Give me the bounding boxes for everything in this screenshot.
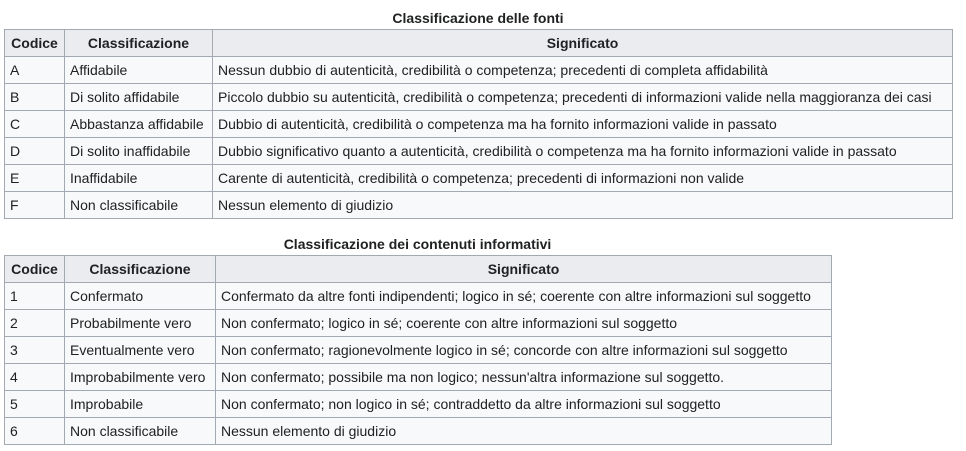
sources-classification-block xyxy=(4,8,953,219)
cell-classification: Di solito affidabile xyxy=(65,84,213,111)
cell-classification: Inaffidabile xyxy=(65,165,213,192)
table-row xyxy=(5,138,953,165)
cell-meaning: Dubbio significativo quanto a autenticità, credibilità o competenza ma ha fornito informazioni valide in passato xyxy=(213,138,953,165)
cell-code: 2 xyxy=(5,310,65,337)
cell-code: 5 xyxy=(5,391,65,418)
table-row xyxy=(5,57,953,84)
cell-code: A xyxy=(5,57,65,84)
table-row xyxy=(5,165,953,192)
table-header-row xyxy=(5,256,832,283)
cell-code: F xyxy=(5,192,65,219)
cell-meaning: Carente di autenticità, credibilità o competenza; precedenti di informazioni non valide xyxy=(213,165,953,192)
cell-code: C xyxy=(5,111,65,138)
column-header-classification[interactable]: Classificazione xyxy=(65,30,213,57)
cell-meaning: Non confermato; logico in sé; coerente con altre informazioni sul soggetto xyxy=(216,310,832,337)
cell-meaning: Non confermato; ragionevolmente logico in sé; concorde con altre informazioni sul soggetto xyxy=(216,337,832,364)
cell-classification: Non classificabile xyxy=(65,418,216,445)
cell-code: 4 xyxy=(5,364,65,391)
table-row xyxy=(5,192,953,219)
table-header-row xyxy=(5,30,953,57)
cell-classification: Confermato xyxy=(65,283,216,310)
cell-classification: Abbastanza affidabile xyxy=(65,111,213,138)
cell-classification: Eventualmente vero xyxy=(65,337,216,364)
cell-classification: Affidabile xyxy=(65,57,213,84)
cell-code: B xyxy=(5,84,65,111)
column-header-code[interactable]: Codice xyxy=(5,30,65,57)
cell-meaning: Non confermato; possibile ma non logico; nessun'altra informazione sul soggetto. xyxy=(216,364,832,391)
column-header-code[interactable]: Codice xyxy=(5,256,65,283)
table-caption: Classificazione delle fonti xyxy=(392,10,564,26)
cell-meaning: Nessun dubbio di autenticità, credibilità o competenza; precedenti di completa affidabilità xyxy=(213,57,953,84)
cell-code: E xyxy=(5,165,65,192)
cell-meaning: Confermato da altre fonti indipendenti; logico in sé; coerente con altre informazioni sul soggetto xyxy=(216,283,832,310)
cell-classification: Probabilmente vero xyxy=(65,310,216,337)
table-row xyxy=(5,310,832,337)
table-row xyxy=(5,283,832,310)
cell-meaning: Nessun elemento di giudizio xyxy=(213,192,953,219)
table-row xyxy=(5,337,832,364)
table-row xyxy=(5,84,953,111)
table-row xyxy=(5,364,832,391)
cell-code: 6 xyxy=(5,418,65,445)
cell-meaning: Dubbio di autenticità, credibilità o competenza ma ha fornito informazioni valide in passato xyxy=(213,111,953,138)
cell-classification: Improbabilmente vero xyxy=(65,364,216,391)
cell-meaning: Piccolo dubbio su autenticità, credibilità o competenza; precedenti di informazioni valide nella maggioranza dei casi xyxy=(213,84,953,111)
cell-classification: Di solito inaffidabile xyxy=(65,138,213,165)
sources-classification-table xyxy=(4,29,953,219)
cell-meaning: Nessun elemento di giudizio xyxy=(216,418,832,445)
table-row xyxy=(5,391,832,418)
table-row xyxy=(5,111,953,138)
cell-meaning: Non confermato; non logico in sé; contraddetto da altre informazioni sul soggetto xyxy=(216,391,832,418)
content-classification-table xyxy=(4,255,832,445)
column-header-meaning[interactable]: Significato xyxy=(216,256,832,283)
cell-code: D xyxy=(5,138,65,165)
table-caption: Classificazione dei contenuti informativi xyxy=(283,236,552,252)
cell-classification: Improbabile xyxy=(65,391,216,418)
column-header-classification[interactable]: Classificazione xyxy=(65,256,216,283)
cell-code: 1 xyxy=(5,283,65,310)
cell-code: 3 xyxy=(5,337,65,364)
table-row xyxy=(5,418,832,445)
column-header-meaning[interactable]: Significato xyxy=(213,30,953,57)
content-classification-block xyxy=(4,234,832,445)
cell-classification: Non classificabile xyxy=(65,192,213,219)
